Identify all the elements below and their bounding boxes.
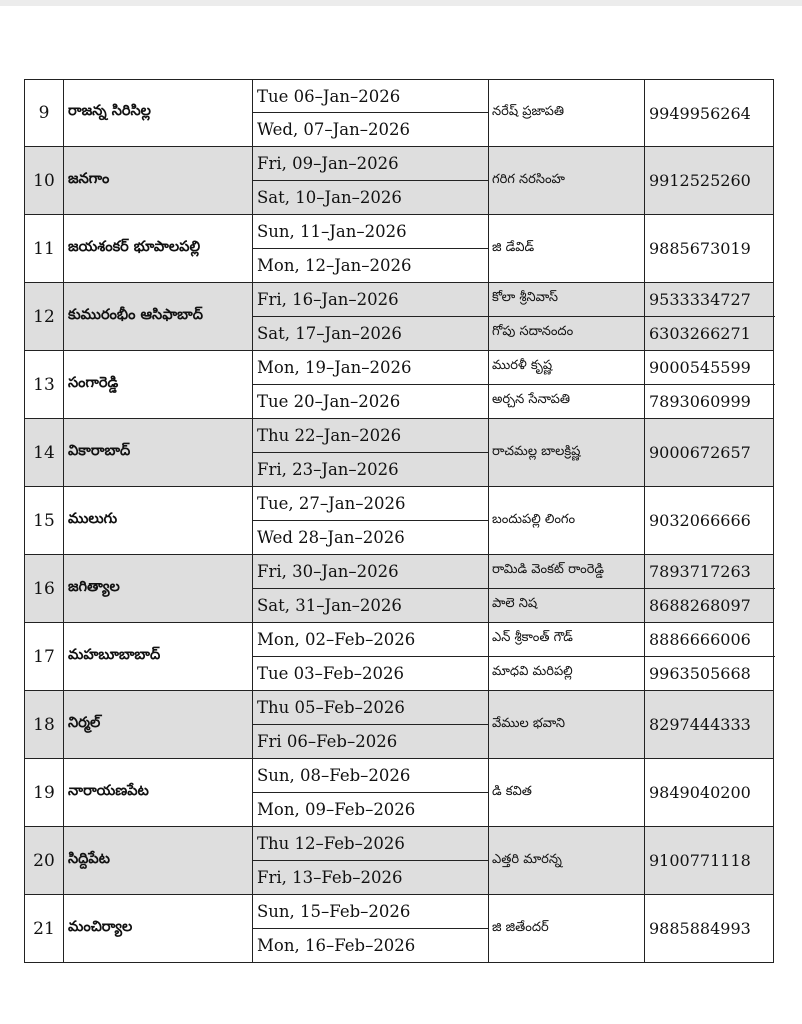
contact-cell	[489, 351, 775, 418]
contact-cell	[489, 759, 775, 826]
contact-phone: 9912525260	[649, 171, 751, 190]
contact-cell	[489, 623, 775, 690]
table-row	[24, 215, 774, 283]
contact-row	[489, 147, 775, 214]
district-name: నిర్మల్	[64, 691, 253, 758]
contact-name: మురళీ కృష్ణ	[489, 351, 645, 384]
serial-number: 13	[25, 351, 64, 418]
contact-name: డి కవిత	[489, 759, 645, 826]
contact-phone: 9100771118	[649, 851, 751, 870]
district-name: వికారాబాద్	[64, 419, 253, 486]
contact-name: రామిడి వెంకట్ రాంరెడ్డి	[489, 555, 645, 588]
visit-date: Fri, 16–Jan–2026	[253, 283, 488, 317]
table-row	[24, 351, 774, 419]
district-name: రాజన్న సిరిసిల్ల	[64, 80, 253, 146]
contact-phone: 7893060999	[649, 391, 751, 411]
date-cell	[253, 419, 489, 486]
visit-date: Fri 06–Feb–2026	[257, 731, 398, 751]
visit-date: Fri, 23–Jan–2026	[257, 459, 399, 479]
date-cell	[253, 759, 489, 826]
date-cell	[253, 691, 489, 758]
contact-phone: 9533334727	[649, 289, 751, 309]
contact-name: ఎత్తరి మారన్న	[489, 827, 645, 894]
date-cell	[253, 351, 489, 418]
contact-row	[489, 283, 775, 317]
contact-row	[489, 895, 775, 962]
date-cell	[253, 555, 489, 622]
contact-cell	[489, 283, 775, 350]
visit-date: Fri, 13–Feb–2026	[257, 867, 403, 887]
contact-name: రాచమల్ల బాలక్రిష్ణ	[489, 419, 645, 486]
date-cell	[253, 487, 489, 554]
district-name: జయశంకర్ భూపాలపల్లి	[64, 215, 253, 282]
contact-cell	[489, 895, 775, 962]
serial-number: 17	[25, 623, 64, 690]
serial-number: 10	[25, 147, 64, 214]
table-row	[24, 79, 774, 147]
contact-row	[489, 623, 775, 657]
contact-phone: 9000545599	[649, 357, 751, 377]
visit-date: Tue 03–Feb–2026	[257, 663, 405, 683]
table-row	[24, 759, 774, 827]
contact-row	[489, 215, 775, 282]
contact-name: ఎన్ శ్రీకాంత్ గౌడ్	[489, 623, 645, 656]
district-name: సంగారెడ్డి	[64, 351, 253, 418]
district-name: ములుగు	[64, 487, 253, 554]
contact-cell	[489, 827, 775, 894]
contact-phone: 9032066666	[649, 511, 751, 530]
visit-date: Wed 28–Jan–2026	[257, 527, 405, 547]
contact-phone: 9849040200	[649, 783, 751, 802]
contact-phone: 6303266271	[649, 323, 751, 343]
contact-name: మాధవి మరిపల్లి	[489, 657, 645, 691]
contact-row	[489, 827, 775, 894]
contact-cell	[489, 691, 775, 758]
district-name: మహబూబాబాద్	[64, 623, 253, 690]
top-bar	[0, 0, 802, 6]
serial-number: 11	[25, 215, 64, 282]
table-row	[24, 895, 774, 963]
contact-phone: 9885673019	[649, 239, 751, 258]
date-cell	[253, 283, 489, 350]
contact-name: గరిగ నరసింహ	[489, 147, 645, 214]
contact-row	[489, 691, 775, 758]
visit-date: Mon, 16–Feb–2026	[257, 935, 416, 955]
table-row	[24, 623, 774, 691]
contact-row	[489, 657, 775, 691]
contact-cell	[489, 215, 775, 282]
contact-name: కోలా శ్రీనివాస్	[489, 283, 645, 316]
date-cell	[253, 827, 489, 894]
visit-date: Sat, 17–Jan–2026	[257, 323, 402, 343]
serial-number: 15	[25, 487, 64, 554]
visit-date: Tue 20–Jan–2026	[257, 391, 401, 411]
schedule-table	[24, 79, 774, 963]
district-name: నారాయణపేట	[64, 759, 253, 826]
contact-cell	[489, 147, 775, 214]
date-cell	[253, 80, 489, 146]
visit-date: Tue, 27–Jan–2026	[253, 487, 488, 521]
contact-phone: 7893717263	[649, 561, 751, 581]
visit-date: Tue 06–Jan–2026	[253, 80, 488, 113]
contact-row	[489, 351, 775, 385]
contact-cell	[489, 487, 775, 554]
visit-date: Mon, 09–Feb–2026	[257, 799, 416, 819]
district-name: కుమురంభీం ఆసిఫాబాద్	[64, 283, 253, 350]
visit-date: Mon, 12–Jan–2026	[257, 255, 412, 275]
contact-row	[489, 419, 775, 486]
serial-number: 21	[25, 895, 64, 962]
contact-row	[489, 317, 775, 351]
district-name: జగిత్యాల	[64, 555, 253, 622]
district-name: మంచిర్యాల	[64, 895, 253, 962]
serial-number: 9	[25, 80, 64, 146]
date-cell	[253, 215, 489, 282]
visit-date: Mon, 02–Feb–2026	[253, 623, 488, 657]
visit-date: Fri, 09–Jan–2026	[253, 147, 488, 181]
date-cell	[253, 623, 489, 690]
table-row	[24, 487, 774, 555]
table-row	[24, 419, 774, 487]
contact-row	[489, 80, 775, 146]
visit-date: Sun, 11–Jan–2026	[253, 215, 488, 249]
date-cell	[253, 895, 489, 962]
serial-number: 12	[25, 283, 64, 350]
district-name: సిద్దిపేట	[64, 827, 253, 894]
contact-cell	[489, 419, 775, 486]
visit-date: Mon, 19–Jan–2026	[253, 351, 488, 385]
table-row	[24, 147, 774, 215]
visit-date: Sun, 08–Feb–2026	[253, 759, 488, 793]
serial-number: 19	[25, 759, 64, 826]
contact-name: వేముల భవాని	[489, 691, 645, 758]
contact-phone: 9963505668	[649, 663, 751, 683]
table-row	[24, 555, 774, 623]
visit-date: Fri, 30–Jan–2026	[253, 555, 488, 589]
contact-row	[489, 487, 775, 554]
visit-date: Sat, 10–Jan–2026	[257, 187, 402, 207]
contact-row	[489, 759, 775, 826]
contact-name: పాలె నిష	[489, 589, 645, 623]
contact-row	[489, 589, 775, 623]
table-row	[24, 827, 774, 895]
contact-phone: 8688268097	[649, 595, 751, 615]
visit-date: Thu 05–Feb–2026	[253, 691, 488, 725]
contact-row	[489, 555, 775, 589]
visit-date: Sun, 15–Feb–2026	[253, 895, 488, 929]
contact-phone: 9885884993	[649, 919, 751, 938]
district-name: జనగాం	[64, 147, 253, 214]
contact-phone: 8297444333	[649, 715, 751, 734]
serial-number: 18	[25, 691, 64, 758]
contact-name: నరేష్ ప్రజాపతి	[489, 80, 645, 146]
contact-cell	[489, 80, 775, 146]
visit-date: Thu 22–Jan–2026	[253, 419, 488, 453]
visit-date: Wed, 07–Jan–2026	[257, 120, 410, 139]
contact-phone: 8886666006	[649, 629, 751, 649]
contact-row	[489, 385, 775, 419]
contact-name: జి డేవిడ్	[489, 215, 645, 282]
contact-name: బందుపల్లి లింగం	[489, 487, 645, 554]
table-row	[24, 283, 774, 351]
contact-phone: 9000672657	[649, 443, 751, 462]
contact-cell	[489, 555, 775, 622]
visit-date: Thu 12–Feb–2026	[253, 827, 488, 861]
contact-name: జి జితేందర్	[489, 895, 645, 962]
contact-name: గోపు సదానందం	[489, 317, 645, 351]
serial-number: 16	[25, 555, 64, 622]
visit-date: Sat, 31–Jan–2026	[257, 595, 402, 615]
table-row	[24, 691, 774, 759]
contact-phone: 9949956264	[649, 103, 751, 123]
serial-number: 20	[25, 827, 64, 894]
serial-number: 14	[25, 419, 64, 486]
contact-name: అర్చన సేనాపతి	[489, 385, 645, 419]
date-cell	[253, 147, 489, 214]
